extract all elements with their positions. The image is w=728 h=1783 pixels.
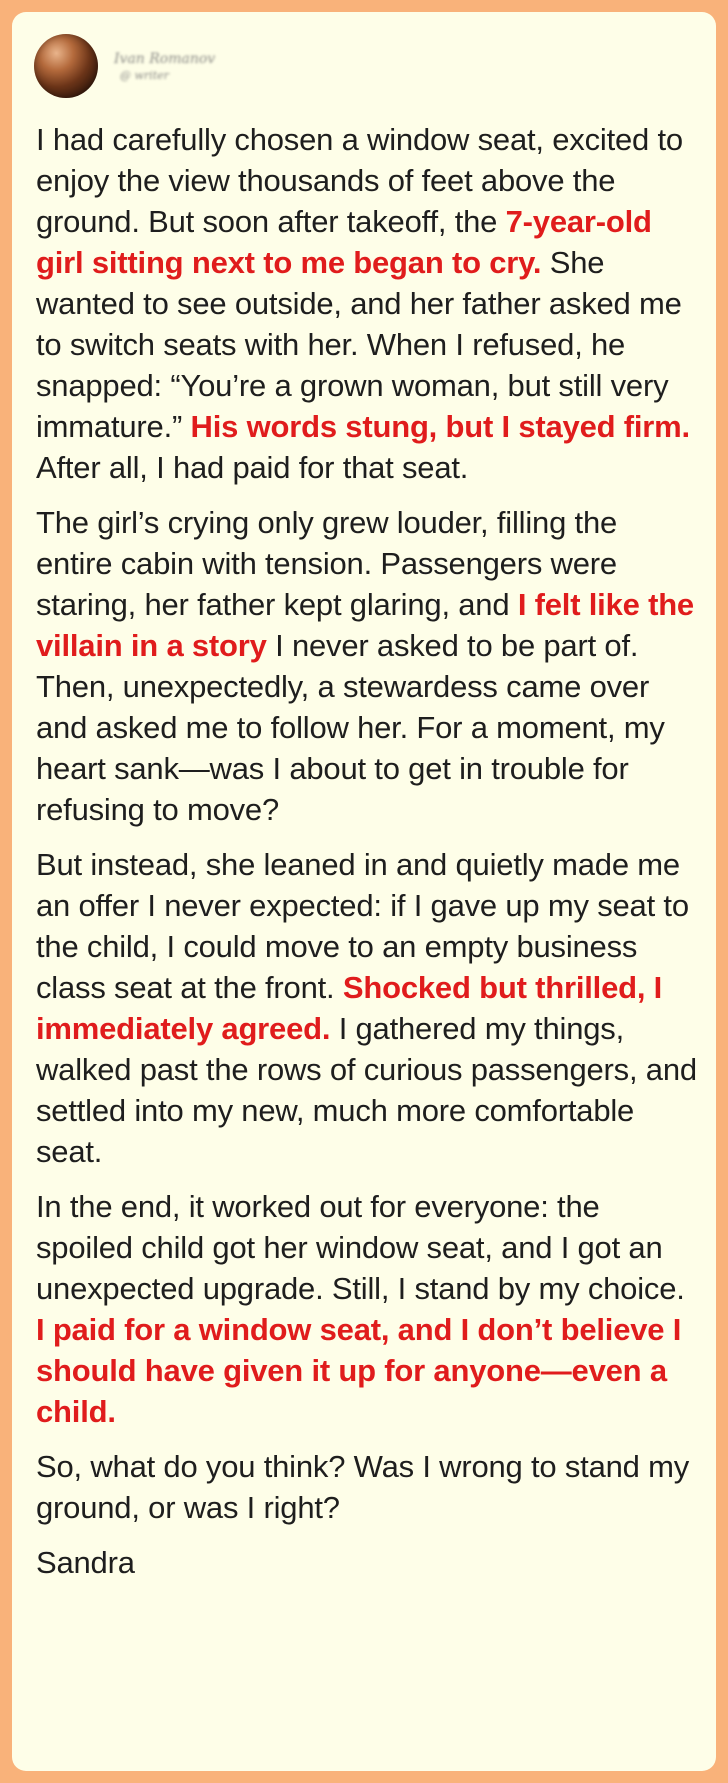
body-text: The girl’s crying only grew louder, filling the entire cabin with tension. Passengers were staring, her father kept glaring, and: [36, 505, 618, 622]
body-text: So, what do you think? Was I wrong to stand my ground, or was I right?: [36, 1449, 690, 1525]
body-text: I had carefully chosen a window seat, excited to enjoy the view thousands of feet above the ground. But soon after takeoff, the: [36, 122, 683, 239]
body-text: I gathered my things, walked past the rows of curious passengers, and settled into my new, much more comfortable seat.: [36, 1011, 697, 1169]
highlighted-text: 7-year-old girl sitting next to me began to cry.: [36, 204, 652, 280]
highlighted-text: Shocked but thrilled, I immediately agreed.: [36, 970, 663, 1046]
post-card: [12, 12, 716, 1771]
post-paragraph: [36, 1446, 700, 1528]
highlighted-text: I paid for a window seat, and I don’t believe I should have given it up for anyone—even a child.: [36, 1312, 682, 1429]
post-header: [34, 34, 215, 98]
post-paragraph: [36, 119, 700, 488]
author-handle: @ writer: [120, 68, 169, 82]
body-text: She wanted to see outside, and her father asked me to switch seats with her. When I refused, he snapped: “You’re a grown woman, but still very immature.”: [36, 245, 682, 444]
body-text: After all, I had paid for that seat.: [36, 450, 469, 485]
avatar[interactable]: [34, 34, 98, 98]
body-text: But instead, she leaned in and quietly made me an offer I never expected: if I gave up my seat to the child, I could move to an empty business class seat at the front.: [36, 847, 689, 1005]
post-paragraph: [36, 844, 700, 1172]
post-paragraph: [36, 502, 700, 830]
post-body: [36, 119, 700, 1597]
body-text: I never asked to be part of. Then, unexpectedly, a stewardess came over and asked me to follow her. For a moment, my heart sank—was I about to get in trouble for refusing to move?: [36, 628, 665, 827]
signature: Sandra: [36, 1545, 135, 1580]
author-name[interactable]: Ivan Romanov: [114, 50, 216, 67]
post-paragraph: [36, 1186, 700, 1432]
highlighted-text: His words stung, but I stayed firm.: [190, 409, 690, 444]
body-text: In the end, it worked out for everyone: the spoiled child got her window seat, and I got an unexpected upgrade. Still, I stand by my choice.: [36, 1189, 685, 1306]
highlighted-text: I felt like the villain in a story: [36, 587, 694, 663]
author-meta: [114, 52, 215, 81]
